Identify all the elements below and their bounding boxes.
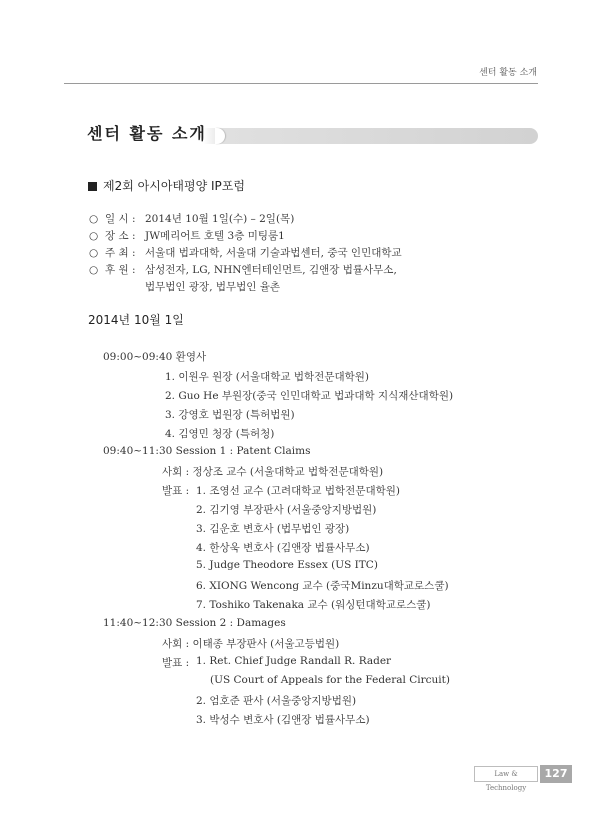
info-row-sponsor: ○ 후 원 : 삼성전자, LG, NHN엔터테인먼트, 김앤장 법률사무소, <box>89 264 397 276</box>
date-heading: 2014년 10월 1일 <box>88 313 184 327</box>
list-item: 1. 조영선 교수 (고려대학교 법학전문대학원) <box>196 485 400 497</box>
info-row-venue: ○ 장 소 : JW메리어트 호텔 3층 미팅룸1 <box>89 230 285 242</box>
event-title: 제2회 아시아태평양 IP포럼 <box>103 179 245 193</box>
list-item: 3. 강영호 법원장 (특허법원) <box>165 409 295 421</box>
presenter-label: 발표 : <box>162 657 190 669</box>
session-chair: 사회 : 이태종 부장판사 (서울고등법원) <box>162 638 340 650</box>
footer-journal-name: Law & Technology <box>474 766 538 782</box>
session-header-2: 11:40~12:30 Session 2 : Damages <box>103 617 286 629</box>
session-header-welcome: 09:00~09:40 환영사 <box>103 351 207 363</box>
list-item: 2. 김기영 부장판사 (서울중앙지방법원) <box>196 504 377 516</box>
list-item: 2. 엄호준 판사 (서울중앙지방법원) <box>196 695 357 707</box>
presenter-label: 발표 : <box>162 485 190 497</box>
info-row-sponsor-cont: 법무법인 광장, 법무법인 율촌 <box>145 281 281 293</box>
list-item: 2. Guo He 부원장(중국 인민대학교 법과대학 지식재산대학원) <box>165 390 454 402</box>
running-header: 센터 활동 소개 <box>479 68 537 78</box>
session-chair: 사회 : 정상조 교수 (서울대학교 법학전문대학원) <box>162 466 384 478</box>
session-header-1: 09:40~11:30 Session 1 : Patent Claims <box>103 445 311 457</box>
list-item: (US Court of Appeals for the Federal Circuit) <box>210 674 450 686</box>
circle-bullet-icon: ○ <box>89 264 99 276</box>
list-item: 7. Toshiko Takenaka 교수 (워싱턴대학교로스쿨) <box>196 599 431 611</box>
circle-bullet-icon: ○ <box>89 230 99 242</box>
page-number: 127 <box>540 765 572 783</box>
list-item: 3. 김운호 변호사 (법무법인 광장) <box>196 523 350 535</box>
list-item: 4. 김영민 청장 (특허청) <box>165 428 275 440</box>
square-bullet-icon <box>88 182 97 191</box>
list-item: 4. 한상욱 변호사 (김앤장 법률사무소) <box>196 542 370 554</box>
circle-bullet-icon: ○ <box>89 247 99 259</box>
list-item: 1. Ret. Chief Judge Randall R. Rader <box>196 655 392 667</box>
list-item: 5. Judge Theodore Essex (US ITC) <box>196 559 378 571</box>
circle-bullet-icon: ○ <box>89 213 99 225</box>
section-title: 센터 활동 소개 <box>87 124 207 143</box>
event-heading <box>88 177 245 194</box>
list-item: 6. XIONG Wencong 교수 (중국Minzu대학교로스쿨) <box>196 580 449 592</box>
info-row-host: ○ 주 최 : 서울대 법과대학, 서울대 기술과법센터, 중국 인민대학교 <box>89 247 402 259</box>
list-item: 3. 박성수 변호사 (김앤장 법률사무소) <box>196 714 370 726</box>
list-item: 1. 이원우 원장 (서울대학교 법학전문대학원) <box>165 371 369 383</box>
header-divider <box>64 83 538 84</box>
info-row-date: ○ 일 시 : 2014년 10월 1일(수) – 2일(목) <box>89 213 295 225</box>
